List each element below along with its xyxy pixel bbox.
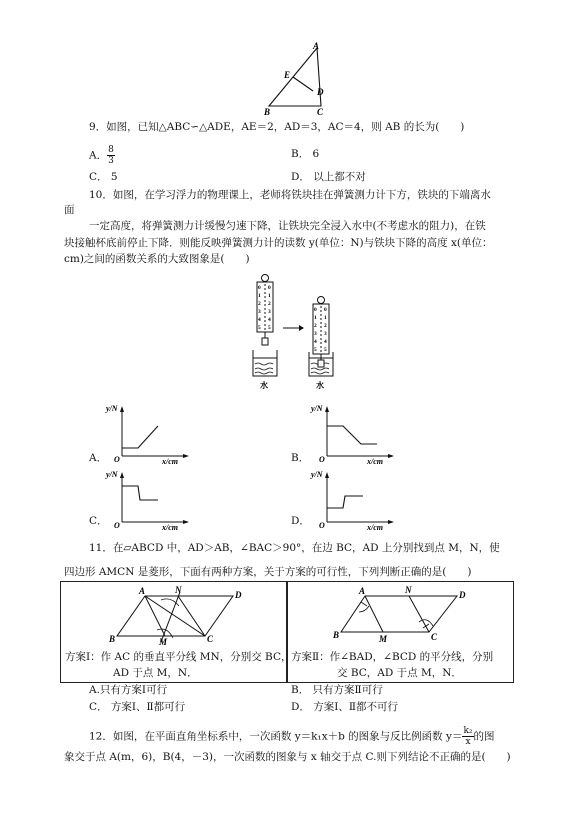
q11p2-label-n: N: [405, 585, 412, 595]
scale-left-tick-2b: 2: [268, 301, 271, 307]
q9-option-c: C． 5: [89, 171, 118, 183]
q10-graph-a-ylabel: y/N: [106, 404, 118, 413]
q12-line2: 象交于点 A(m，6)，B(4，－3)，一次函数的图象与 x 轴交于点 C.则下列结论不正确的是( ): [64, 751, 511, 763]
scale-right-tick-1b: 1: [324, 315, 327, 321]
q11p2-label-m: M: [379, 634, 388, 644]
q10-line4: 块接触杯底前停止下降．则能反映弹簧测力计的读数 y(单位：N)与铁块下降的高度 x(单位：: [64, 237, 493, 249]
q10-line2: 面: [64, 204, 75, 216]
q11-option-a: A.只有方案Ⅰ可行: [89, 684, 168, 696]
q9-option-b: B． 6: [291, 148, 320, 160]
scale-left-tick-0: 0: [258, 285, 261, 291]
q9-label-c: C: [317, 107, 324, 117]
q12-line1-post: 的图: [473, 730, 495, 743]
q11p2-label-c: C: [431, 632, 438, 642]
q9-label-b: B: [264, 107, 271, 117]
q10-line1: 10．如图，在学习浮力的物理课上，老师将铁块挂在弹簧测力计下方，铁块的下端离水: [89, 189, 491, 201]
scale-left-tick-4: 4: [258, 317, 261, 323]
q10-graph-a: [100, 400, 195, 464]
q10-graph-c-xlabel: x/cm: [162, 523, 178, 530]
q11-plan1-line2: AD 于点 M，N．: [113, 667, 198, 679]
q12-fraction: [462, 726, 473, 747]
q11-option-c: C． 方案Ⅰ、Ⅱ都可行: [89, 701, 186, 713]
q11p2-label-b: B: [333, 630, 340, 640]
scale-left-tick-3: 3: [258, 309, 261, 315]
q11p2-label-a: A: [359, 586, 366, 596]
q11-plan1-line1: 方案Ⅰ：作 AC 的垂直平分线 MN，分别交 BC，: [65, 651, 292, 663]
scale-right-tick-2b: 2: [324, 323, 327, 329]
q10-option-a: A．: [89, 452, 108, 464]
scale-left-tick-4b: 4: [268, 317, 271, 323]
scale-left-tick-0b: 0: [268, 285, 271, 291]
q10-graph-c-ylabel: y/N: [106, 470, 118, 479]
q9-triangle-figure: [255, 40, 335, 120]
q11p2-label-d: D: [459, 590, 466, 600]
water-label-right: 水: [316, 381, 324, 390]
q11-plan1-figure: [101, 584, 251, 646]
q11p1-label-a: A: [139, 586, 146, 596]
q9-option-a: [89, 145, 115, 166]
water-label-left: 水: [260, 381, 268, 390]
q10-graph-a-origin: O: [114, 455, 120, 464]
q11p1-label-m: M: [159, 637, 168, 646]
scale-left-tick-1b: 1: [268, 293, 271, 299]
q12-frac-den: x: [465, 737, 471, 747]
q10-graph-b-xlabel: x/cm: [367, 457, 383, 464]
q10-spring-scale-figure: [245, 272, 345, 390]
q9-label-d: D: [317, 87, 324, 97]
scale-right-tick-4: 4: [314, 339, 317, 345]
scale-right-tick-3b: 3: [324, 331, 327, 337]
q11-plan2-figure: [333, 584, 473, 646]
q10-option-c: C．: [89, 515, 108, 527]
q10-graph-b-ylabel: y/N: [311, 404, 323, 413]
q10-graph-d-ylabel: y/N: [311, 470, 323, 479]
scale-left-tick-5: 5: [258, 325, 261, 331]
q10-graph-d-origin: O: [319, 521, 325, 530]
q11p1-label-d: D: [235, 590, 242, 600]
scale-right-tick-5b: 5: [324, 347, 327, 353]
scale-right-tick-1: 1: [314, 315, 317, 321]
q10-graph-b: [305, 400, 400, 464]
q11-plan1-box: [60, 581, 292, 683]
scale-right-tick-4b: 4: [324, 339, 327, 345]
q12-frac-num: k₂: [463, 726, 473, 736]
q10-graph-b-origin: O: [319, 455, 325, 464]
q9-stem: 9．如图，已知△ABC∽△ADE，AE＝2，AD＝3，AC＝4，则 AB 的长为( ): [89, 121, 465, 133]
scale-right-tick-3: 3: [314, 331, 317, 337]
scale-left-tick-3b: 3: [268, 309, 271, 315]
scale-right-tick-2: 2: [314, 323, 317, 329]
q11p1-label-c: C: [207, 634, 214, 644]
scale-right-tick-0: 0: [314, 307, 317, 313]
q9-option-a-den: 3: [108, 156, 114, 166]
q11-plan2-line1: 方案Ⅱ：作∠BAD，∠BCD 的平分线，分别: [291, 651, 494, 663]
q10-graph-c-origin: O: [114, 521, 120, 530]
q9-option-a-num: 8: [108, 145, 114, 155]
scale-left-tick-1: 1: [258, 293, 261, 299]
q9-label-a: A: [313, 41, 320, 51]
q11p1-label-b: B: [109, 634, 116, 644]
q9-option-a-label: A．: [89, 149, 108, 162]
q11p1-label-n: N: [175, 585, 182, 595]
scale-left-tick-2: 2: [258, 301, 261, 307]
q11-line1: 11．在▱ABCD 中，AD＞AB，∠BAC＞90°，在边 BC，AD 上分别找到点 M，N，使: [89, 542, 500, 554]
q9-label-e: E: [284, 70, 291, 80]
q11-option-b: B． 只有方案Ⅱ可行: [291, 684, 383, 696]
q10-graph-d-xlabel: x/cm: [367, 523, 383, 530]
q11-line2: 四边形 AMCN 是菱形，下面有两种方案，关于方案的可行性，下列判断正确的是( ): [64, 566, 472, 578]
q12-line1: [89, 726, 495, 747]
q10-graph-c: [100, 466, 195, 530]
q12-line1-pre: 12．如图，在平面直角坐标系中，一次函数 y＝k₁x＋b 的图象与反比例函数 y＝: [89, 730, 463, 743]
q11-plan2-line2: 交 BC，AD 于点 M，N．: [337, 667, 462, 679]
q11-plan2-box: [286, 581, 514, 683]
scale-left-tick-5b: 5: [268, 325, 271, 331]
q10-option-b: B．: [291, 452, 310, 464]
scale-right-tick-0b: 0: [324, 307, 327, 313]
q9-option-d: D． 以上都不对: [291, 171, 366, 183]
q11-option-d: D． 方案Ⅰ、Ⅱ都不可行: [291, 701, 399, 713]
scale-right-tick-5: 5: [314, 347, 317, 353]
q10-line3: 一定高度，将弹簧测力计缓慢匀速下降，让铁块完全浸入水中(不考虑水的阻力)，在铁: [89, 220, 486, 232]
q10-option-d: D．: [291, 515, 310, 527]
q9-option-a-fraction: [107, 145, 115, 166]
q10-graph-a-xlabel: x/cm: [162, 457, 178, 464]
q10-line5: cm)之间的函数关系的大致图象是( ): [64, 253, 250, 265]
q10-graph-d: [305, 466, 400, 530]
